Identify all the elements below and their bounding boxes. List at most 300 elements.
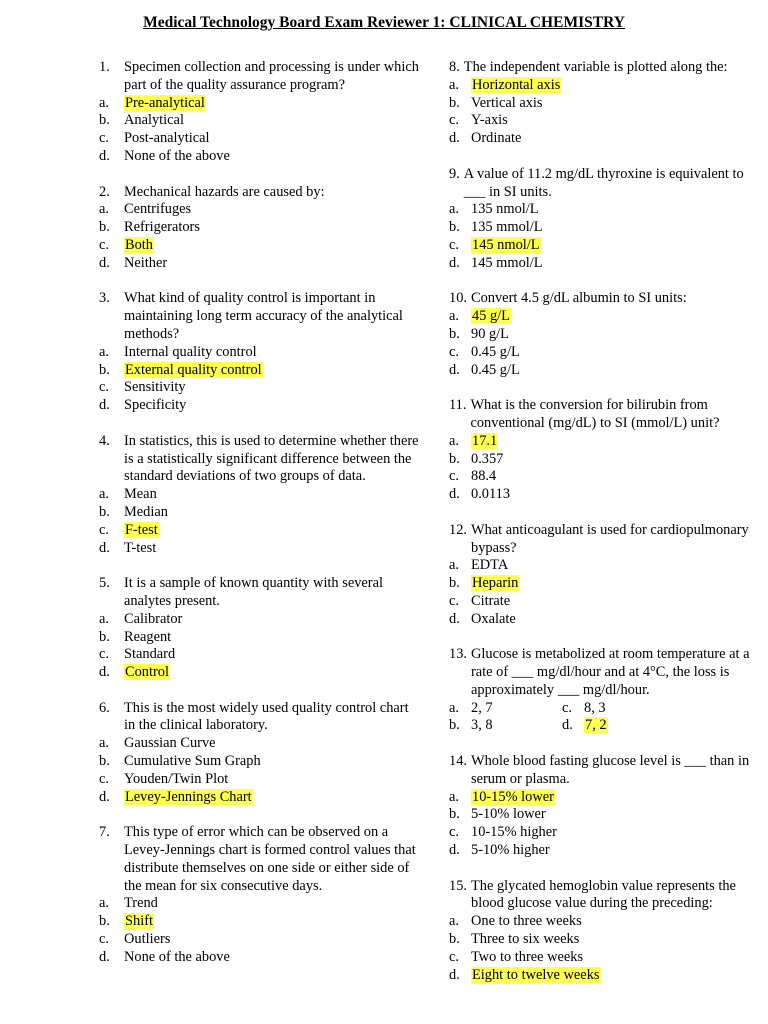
choice-pair-row <box>449 717 765 735</box>
answer-choice <box>99 540 423 558</box>
highlighted-answer <box>471 77 765 95</box>
choice-letter: b. <box>99 503 110 520</box>
choice-label: 145 nmol/L <box>472 236 540 253</box>
choice-label: Shift <box>125 913 153 930</box>
answer-choice <box>99 95 423 113</box>
choice-label: T-test <box>124 539 157 556</box>
choice-text <box>471 842 765 860</box>
choice-text <box>471 95 765 113</box>
choice-letter: a. <box>449 432 459 449</box>
choice-label: Both <box>125 236 153 253</box>
choice-text <box>471 611 765 629</box>
choice-text <box>471 700 493 718</box>
highlighted-answer <box>124 95 423 113</box>
choice-text <box>471 112 765 130</box>
question-text: What is the conversion for bilirubin from conventional (mg/dL) to SI (mmol/L) unit? <box>470 397 720 431</box>
answer-choice <box>449 967 765 985</box>
choice-label: Centrifuges <box>124 201 192 218</box>
answer-choice <box>99 219 423 237</box>
choice-text <box>471 593 765 611</box>
choice-letter: d. <box>449 254 460 271</box>
choice-text <box>471 255 765 273</box>
choice-label: Neither <box>124 254 168 271</box>
question-13 <box>449 646 765 735</box>
question-number: 9. <box>449 165 460 182</box>
answer-choice <box>99 771 423 789</box>
question-stem <box>99 59 423 95</box>
choice-text <box>124 949 423 967</box>
highlighted-answer <box>124 789 423 807</box>
question-12 <box>449 522 765 629</box>
question-stem <box>99 575 423 611</box>
choice-label: 8, 3 <box>584 699 606 716</box>
answer-choice <box>99 379 423 397</box>
answer-choice <box>99 522 423 540</box>
choice-letter: d. <box>562 717 573 734</box>
choice-text <box>471 326 765 344</box>
question-4 <box>99 433 423 558</box>
choice-letter: b. <box>99 628 110 645</box>
question-6 <box>99 700 423 807</box>
choice-label: 88.4 <box>471 468 497 485</box>
choice-text <box>471 362 765 380</box>
answer-choice <box>449 362 765 380</box>
choice-cell <box>449 717 562 735</box>
choice-cell <box>449 700 562 718</box>
choice-letter: b. <box>449 717 460 734</box>
answer-choice <box>99 486 423 504</box>
answer-choice <box>99 255 423 273</box>
question-15 <box>449 878 765 985</box>
choice-label: Mean <box>124 486 157 503</box>
question-text: In statistics, this is used to determine whether there is a statistically significant difference between the standard deviations of two groups of data. <box>124 432 419 485</box>
choice-label: Outliers <box>124 931 171 948</box>
choice-letter: b. <box>449 450 460 467</box>
question-stem <box>449 646 765 699</box>
question-stem <box>449 753 765 789</box>
answer-choice <box>99 112 423 130</box>
question-text: A value of 11.2 mg/dL thyroxine is equivalent to ___ in SI units. <box>463 165 744 200</box>
answer-choice <box>449 557 765 575</box>
choice-label: F-test <box>125 521 158 538</box>
choice-text <box>124 735 423 753</box>
choice-cell <box>562 717 675 735</box>
choice-label: 90 g/L <box>471 325 509 342</box>
choice-label: Gaussian Curve <box>124 735 216 752</box>
choice-letter: b. <box>99 361 110 378</box>
choice-text <box>471 201 765 219</box>
choice-label: 5-10% lower <box>471 806 546 823</box>
answer-choice <box>449 700 493 718</box>
choice-text <box>471 824 765 842</box>
choice-letter: a. <box>99 610 109 627</box>
choice-label: Oxalate <box>471 610 516 627</box>
answer-choice <box>449 433 765 451</box>
choice-label: Trend <box>124 895 158 912</box>
choice-letter: a. <box>99 735 109 752</box>
choice-letter: a. <box>449 76 459 93</box>
question-text: What kind of quality control is important in maintaining long term accuracy of the analytical methods? <box>124 290 403 342</box>
answer-choice <box>449 611 765 629</box>
answer-choice <box>99 344 423 362</box>
choice-letter: d. <box>99 539 110 556</box>
answer-choice <box>562 700 606 718</box>
highlighted-answer <box>584 717 608 735</box>
choice-text <box>124 646 423 664</box>
choice-text <box>471 806 765 824</box>
highlighted-answer <box>471 308 765 326</box>
choice-letter: c. <box>99 931 109 948</box>
choice-cell <box>562 700 675 718</box>
answer-choice <box>99 931 423 949</box>
highlighted-answer <box>124 237 423 255</box>
choice-letter: d. <box>449 966 460 983</box>
question-number: 4. <box>99 432 110 449</box>
choice-label: Cumulative Sum Graph <box>124 753 261 770</box>
question-stem <box>449 397 765 433</box>
document-title: Medical Technology Board Exam Reviewer 1: CLINICAL CHEMISTRY <box>143 14 625 31</box>
highlighted-answer <box>124 362 423 380</box>
answer-choice <box>449 789 765 807</box>
question-stem <box>449 522 765 558</box>
answer-choice <box>449 130 765 148</box>
answer-choice <box>449 949 765 967</box>
choice-letter: a. <box>449 308 459 325</box>
choice-text <box>124 255 423 273</box>
choice-label: Citrate <box>471 592 511 609</box>
answer-choice <box>449 575 765 593</box>
highlighted-answer <box>471 433 765 451</box>
answer-choice <box>449 451 765 469</box>
choice-text <box>471 913 765 931</box>
choice-label: 10-15% lower <box>472 788 554 805</box>
choice-label: EDTA <box>471 557 509 574</box>
answer-choice <box>449 931 765 949</box>
question-text: Convert 4.5 g/dL albumin to SI units: <box>471 290 687 307</box>
choice-letter: d. <box>449 130 460 147</box>
choice-label: 10-15% higher <box>471 824 557 841</box>
question-text: It is a sample of known quantity with several analytes present. <box>124 575 383 609</box>
choice-label: 3, 8 <box>471 717 493 734</box>
choice-letter: c. <box>99 770 109 787</box>
choice-label: Sensitivity <box>124 379 186 396</box>
answer-choice <box>449 95 765 113</box>
choice-letter: c. <box>99 521 109 538</box>
choice-label: Control <box>125 664 169 681</box>
choice-label: 17.1 <box>472 432 498 449</box>
choice-label: Eight to twelve weeks <box>472 966 600 983</box>
left-column <box>99 59 423 984</box>
choice-letter: b. <box>449 806 460 823</box>
answer-choice <box>449 842 765 860</box>
highlighted-answer <box>471 789 765 807</box>
choice-text <box>471 717 493 735</box>
choice-letter: c. <box>99 236 109 253</box>
question-text: The independent variable is plotted along the: <box>463 59 728 75</box>
choice-text <box>124 397 423 415</box>
question-text: This is the most widely used quality control chart in the clinical laboratory. <box>124 699 409 734</box>
answer-choice <box>99 397 423 415</box>
question-stem <box>99 184 423 202</box>
right-column <box>449 59 765 1002</box>
choice-letter: a. <box>449 788 459 805</box>
question-stem <box>99 433 423 486</box>
question-number: 14. <box>449 753 467 770</box>
choice-pair-row <box>449 700 765 718</box>
choice-label: Ordinate <box>471 130 522 147</box>
choice-letter: b. <box>99 112 110 129</box>
choice-text <box>124 148 423 166</box>
choice-letter: b. <box>99 913 110 930</box>
question-11 <box>449 397 765 504</box>
question-text: Specimen collection and processing is under which part of the quality assurance program? <box>124 59 419 93</box>
choice-letter: d. <box>99 254 110 271</box>
choice-letter: b. <box>449 219 460 236</box>
choice-letter: a. <box>99 201 109 218</box>
choice-text <box>471 130 765 148</box>
choice-label: Post-analytical <box>124 130 210 147</box>
choice-letter: b. <box>449 931 460 948</box>
question-number: 3. <box>99 290 110 307</box>
choice-letter: c. <box>99 130 109 147</box>
question-stem <box>449 878 765 914</box>
choice-letter: c. <box>449 824 459 841</box>
choice-label: Y-axis <box>471 112 508 129</box>
answer-choice <box>99 735 423 753</box>
choice-label: Vertical axis <box>471 94 543 111</box>
question-2 <box>99 184 423 273</box>
choice-label: Calibrator <box>124 610 183 627</box>
choice-letter: a. <box>449 699 459 716</box>
choice-text <box>124 112 423 130</box>
question-number: 10. <box>449 290 467 307</box>
choice-label: Reagent <box>124 628 172 645</box>
choice-letter: a. <box>99 94 109 111</box>
choice-letter: b. <box>99 219 110 236</box>
choice-letter: c. <box>449 112 459 129</box>
choice-label: Median <box>124 503 168 520</box>
choice-text <box>584 700 606 718</box>
question-text: Glucose is metabolized at room temperature at a rate of ___ mg/dl/hour and at 4°C, the loss is approximately ___ mg/dl/hour. <box>471 646 750 698</box>
answer-choice <box>99 664 423 682</box>
answer-choice <box>449 308 765 326</box>
choice-label: External quality control <box>125 361 262 378</box>
choice-label: Specificity <box>124 397 187 414</box>
answer-choice <box>99 949 423 967</box>
answer-choice <box>99 753 423 771</box>
question-text: The glycated hemoglobin value represents the blood glucose value during the preceding: <box>471 877 736 912</box>
answer-choice <box>99 362 423 380</box>
highlighted-answer <box>471 575 765 593</box>
answer-choice <box>449 255 765 273</box>
choice-text <box>471 468 765 486</box>
choice-label: Horizontal axis <box>472 76 561 93</box>
question-number: 7. <box>99 824 110 841</box>
answer-choice <box>449 468 765 486</box>
choice-label: 0.45 g/L <box>471 343 520 360</box>
answer-choice <box>449 112 765 130</box>
answer-choice <box>99 237 423 255</box>
choice-text <box>124 753 423 771</box>
choice-text <box>471 219 765 237</box>
choice-text <box>471 451 765 469</box>
choice-text <box>124 379 423 397</box>
choice-letter: a. <box>449 201 459 218</box>
choice-letter: b. <box>449 94 460 111</box>
choice-letter: c. <box>99 379 109 396</box>
question-stem <box>99 700 423 736</box>
answer-choice <box>449 593 765 611</box>
highlighted-answer <box>471 967 765 985</box>
answer-choice <box>99 895 423 913</box>
answer-choice <box>449 201 765 219</box>
choice-letter: b. <box>449 575 460 592</box>
answer-choice <box>449 824 765 842</box>
choice-label: Heparin <box>472 575 519 592</box>
question-14 <box>449 753 765 860</box>
answer-choice <box>99 611 423 629</box>
answer-choice <box>449 344 765 362</box>
choice-label: Three to six weeks <box>471 931 580 948</box>
choice-letter: d. <box>449 486 460 503</box>
choice-label: 7, 2 <box>585 717 607 734</box>
choice-label: Pre-analytical <box>125 94 205 111</box>
answer-choice <box>449 237 765 255</box>
choice-text <box>124 895 423 913</box>
choice-text <box>124 219 423 237</box>
answer-choice <box>99 789 423 807</box>
question-text: What anticoagulant is used for cardiopulmonary bypass? <box>471 521 749 556</box>
choice-label: Refrigerators <box>124 219 200 236</box>
choice-letter: d. <box>449 361 460 378</box>
choice-text <box>124 629 423 647</box>
highlighted-answer <box>124 664 423 682</box>
question-3 <box>99 290 423 415</box>
choice-letter: c. <box>449 948 459 965</box>
choice-label: 0.45 g/L <box>471 361 520 378</box>
choice-letter: c. <box>449 592 459 609</box>
choice-letter: c. <box>99 646 109 663</box>
answer-choice <box>449 913 765 931</box>
answer-choice <box>99 913 423 931</box>
choice-letter: c. <box>449 343 459 360</box>
choice-label: Two to three weeks <box>471 948 584 965</box>
choice-text <box>124 504 423 522</box>
choice-letter: d. <box>99 948 110 965</box>
question-stem <box>449 290 765 308</box>
choice-label: 135 nmol/L <box>471 201 539 218</box>
choice-text <box>471 557 765 575</box>
question-stem <box>99 290 423 343</box>
answer-choice <box>562 717 608 735</box>
question-number: 15. <box>449 877 467 894</box>
question-number: 6. <box>99 699 110 716</box>
choice-letter: d. <box>99 788 110 805</box>
answer-choice <box>99 130 423 148</box>
question-9 <box>449 166 765 273</box>
question-stem <box>99 824 423 895</box>
choice-text <box>471 344 765 362</box>
choice-letter: b. <box>449 325 460 342</box>
choice-text <box>471 949 765 967</box>
choice-text <box>124 771 423 789</box>
question-text: Whole blood fasting glucose level is ___ than in serum or plasma. <box>471 753 750 787</box>
choice-letter: d. <box>99 147 110 164</box>
choice-letter: a. <box>449 557 459 574</box>
choice-text <box>471 486 765 504</box>
question-text: This type of error which can be observed on a Levey-Jennings chart is formed control values that distribute themselves on one side or either side of the mean for six consecutive days. <box>124 824 416 894</box>
choice-text <box>124 486 423 504</box>
answer-choice <box>449 77 765 95</box>
choice-letter: c. <box>449 468 459 485</box>
choice-letter: c. <box>449 236 459 253</box>
question-5 <box>99 575 423 682</box>
choice-letter: d. <box>449 842 460 859</box>
choice-label: One to three weeks <box>471 913 582 930</box>
question-number: 1. <box>99 59 110 75</box>
highlighted-answer <box>124 522 423 540</box>
answer-choice <box>99 646 423 664</box>
choice-label: Youden/Twin Plot <box>124 770 229 787</box>
choice-label: Standard <box>124 646 176 663</box>
highlighted-answer <box>124 913 423 931</box>
choice-letter: d. <box>449 610 460 627</box>
question-number: 2. <box>99 183 110 200</box>
choice-label: 45 g/L <box>472 308 510 325</box>
question-number: 8. <box>449 59 460 75</box>
question-number: 5. <box>99 575 110 592</box>
choice-letter: a. <box>99 895 109 912</box>
choice-label: None of the above <box>124 147 230 164</box>
choice-text <box>471 931 765 949</box>
question-number: 12. <box>449 521 467 538</box>
question-8 <box>449 59 765 148</box>
choice-letter: c. <box>562 699 572 716</box>
choice-letter: a. <box>99 486 109 503</box>
choice-text <box>124 540 423 558</box>
choice-text <box>124 201 423 219</box>
answer-choice <box>99 201 423 219</box>
choice-letter: b. <box>99 753 110 770</box>
answer-choice <box>449 806 765 824</box>
choice-text <box>124 611 423 629</box>
choice-label: 0.357 <box>471 450 504 467</box>
choice-letter: d. <box>99 664 110 681</box>
choice-text <box>124 344 423 362</box>
choice-letter: a. <box>99 343 109 360</box>
answer-choice <box>99 148 423 166</box>
choice-text <box>124 931 423 949</box>
highlighted-answer <box>471 237 765 255</box>
choice-label: 0.0113 <box>471 486 511 503</box>
question-number: 11. <box>449 397 467 414</box>
choice-text <box>124 130 423 148</box>
choice-label: None of the above <box>124 948 230 965</box>
question-number: 13. <box>449 646 467 663</box>
choice-letter: d. <box>99 397 110 414</box>
choice-label: 5-10% higher <box>471 842 550 859</box>
choice-label: 145 mmol/L <box>471 254 543 271</box>
answer-choice <box>99 629 423 647</box>
question-stem <box>449 59 765 77</box>
choice-label: 135 mmol/L <box>471 219 543 236</box>
choice-label: Levey-Jennings Chart <box>125 788 252 805</box>
question-1 <box>99 59 423 166</box>
choice-label: 2, 7 <box>471 699 493 716</box>
answer-choice <box>449 486 765 504</box>
answer-choice <box>99 504 423 522</box>
answer-choice <box>449 717 493 735</box>
